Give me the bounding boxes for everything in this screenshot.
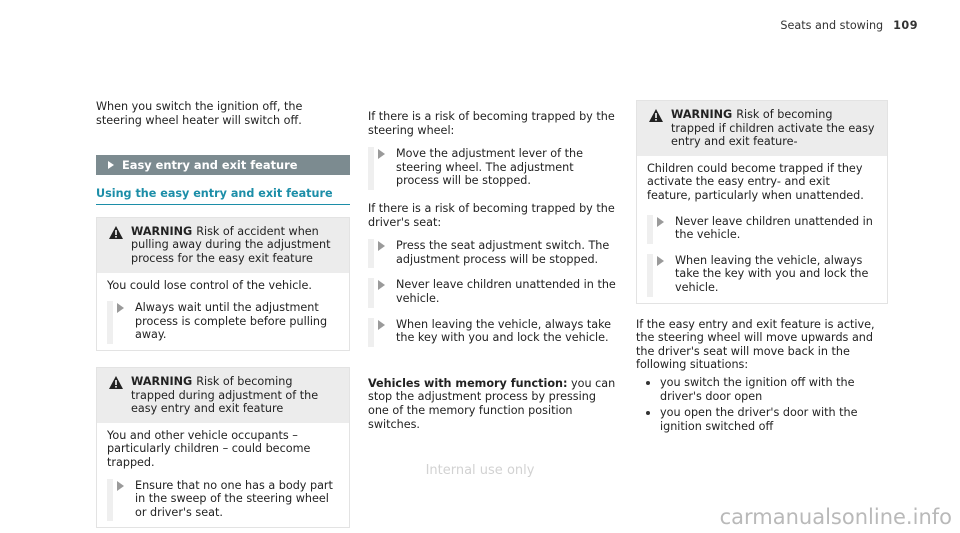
page-number: 109 <box>893 19 918 32</box>
column-3 <box>636 100 888 436</box>
step-text: Always wait until the adjustment process is complete before pulling away. <box>135 301 328 342</box>
step-text: Ensure that no one has a body part in the sweep of the steering wheel or driver's seat. <box>135 478 333 519</box>
warning-box-1 <box>96 217 350 351</box>
warning-icon <box>109 226 123 243</box>
risk-steering-text: If there is a risk of becoming trapped by the steering wheel: <box>368 110 615 137</box>
step-text: Never leave children unattended in the vehicle. <box>396 278 616 305</box>
step-item <box>368 278 620 305</box>
warning-label: WARNING <box>131 374 193 388</box>
list-item: you switch the ignition off with the driver's door open <box>636 376 888 403</box>
bullet-icon <box>646 411 650 415</box>
arrow-icon <box>378 149 385 159</box>
arrow-icon <box>378 320 385 330</box>
warning-box-3 <box>636 100 888 304</box>
step-text: Move the adjustment lever of the steering wheel. The adjustment process will be stopped. <box>396 147 584 188</box>
step-text: Never leave children unattended in the vehicle. <box>675 214 873 242</box>
arrow-icon <box>117 303 124 313</box>
subsection-title: Using the easy entry and exit feature <box>96 187 350 205</box>
step-text: When leaving the vehicle, always take the key with you and lock the vehicle. <box>675 253 869 294</box>
arrow-icon <box>657 217 664 227</box>
warning-heading: Risk of becoming trapped during adjustment of the easy entry and exit feature <box>131 374 319 416</box>
watermark: Internal use only <box>425 463 535 478</box>
triangle-icon <box>108 161 114 169</box>
step-item <box>368 147 620 188</box>
step-item <box>368 239 620 266</box>
risk-seat-text: If there is a risk of becoming trapped by the driver's seat: <box>368 201 615 229</box>
warning-icon <box>109 376 123 393</box>
warning-heading: Risk of accident when pulling away during the adjustment process for the easy exit feature <box>131 224 331 265</box>
step-item <box>107 479 339 520</box>
warning-header <box>637 101 887 156</box>
active-feature-text: If the easy entry and exit feature is active, the steering wheel will move upwards and the driver's seat will move back in the following situations: <box>636 317 875 372</box>
step-item <box>647 254 877 295</box>
warning-label: WARNING <box>131 224 193 238</box>
situations-list <box>636 376 888 433</box>
intro-text: When you switch the ignition off, the steering wheel heater will switch off. <box>96 100 303 127</box>
column-2 <box>368 110 620 431</box>
step-item <box>368 318 620 345</box>
step-text: When leaving the vehicle, always take the key with you and lock the vehicle. <box>396 317 612 345</box>
memory-paragraph <box>368 377 620 431</box>
warning-header <box>97 218 349 273</box>
memory-label: Vehicles with memory function: <box>368 376 568 390</box>
section-name: Seats and stowing <box>780 19 884 32</box>
arrow-icon <box>378 280 385 290</box>
warning-label: WARNING <box>671 108 733 121</box>
list-item: you open the driver's door with the ignition switched off <box>636 406 888 433</box>
warning-body: You could lose control of the vehicle. <box>107 278 312 292</box>
step-text: Press the seat adjustment switch. The adjustment process will be stopped. <box>396 239 610 266</box>
warning-box-2 <box>96 367 350 528</box>
step-item <box>647 215 877 242</box>
section-title-bar <box>96 155 350 175</box>
warning-body: Children could become trapped if they activate the easy entry- and exit feature, particularly when unattended. <box>647 161 864 202</box>
site-logo[interactable]: carmanualsonline.info <box>719 505 952 529</box>
warning-heading: Risk of becoming trapped if children activate the easy entry and exit feature- <box>671 108 875 149</box>
step-item <box>107 301 339 342</box>
warning-body: You and other vehicle occupants – particularly children – could become trapped. <box>107 428 311 469</box>
arrow-icon <box>117 481 124 491</box>
arrow-icon <box>378 241 385 251</box>
bullet-icon <box>646 381 650 385</box>
arrow-icon <box>657 256 664 266</box>
warning-header <box>97 368 349 423</box>
section-title: Easy entry and exit feature <box>122 158 298 173</box>
memory-text: you can stop the adjustment process by pressing one of the memory function position switches. <box>368 376 616 431</box>
page-header <box>780 19 918 33</box>
warning-icon <box>649 109 663 126</box>
